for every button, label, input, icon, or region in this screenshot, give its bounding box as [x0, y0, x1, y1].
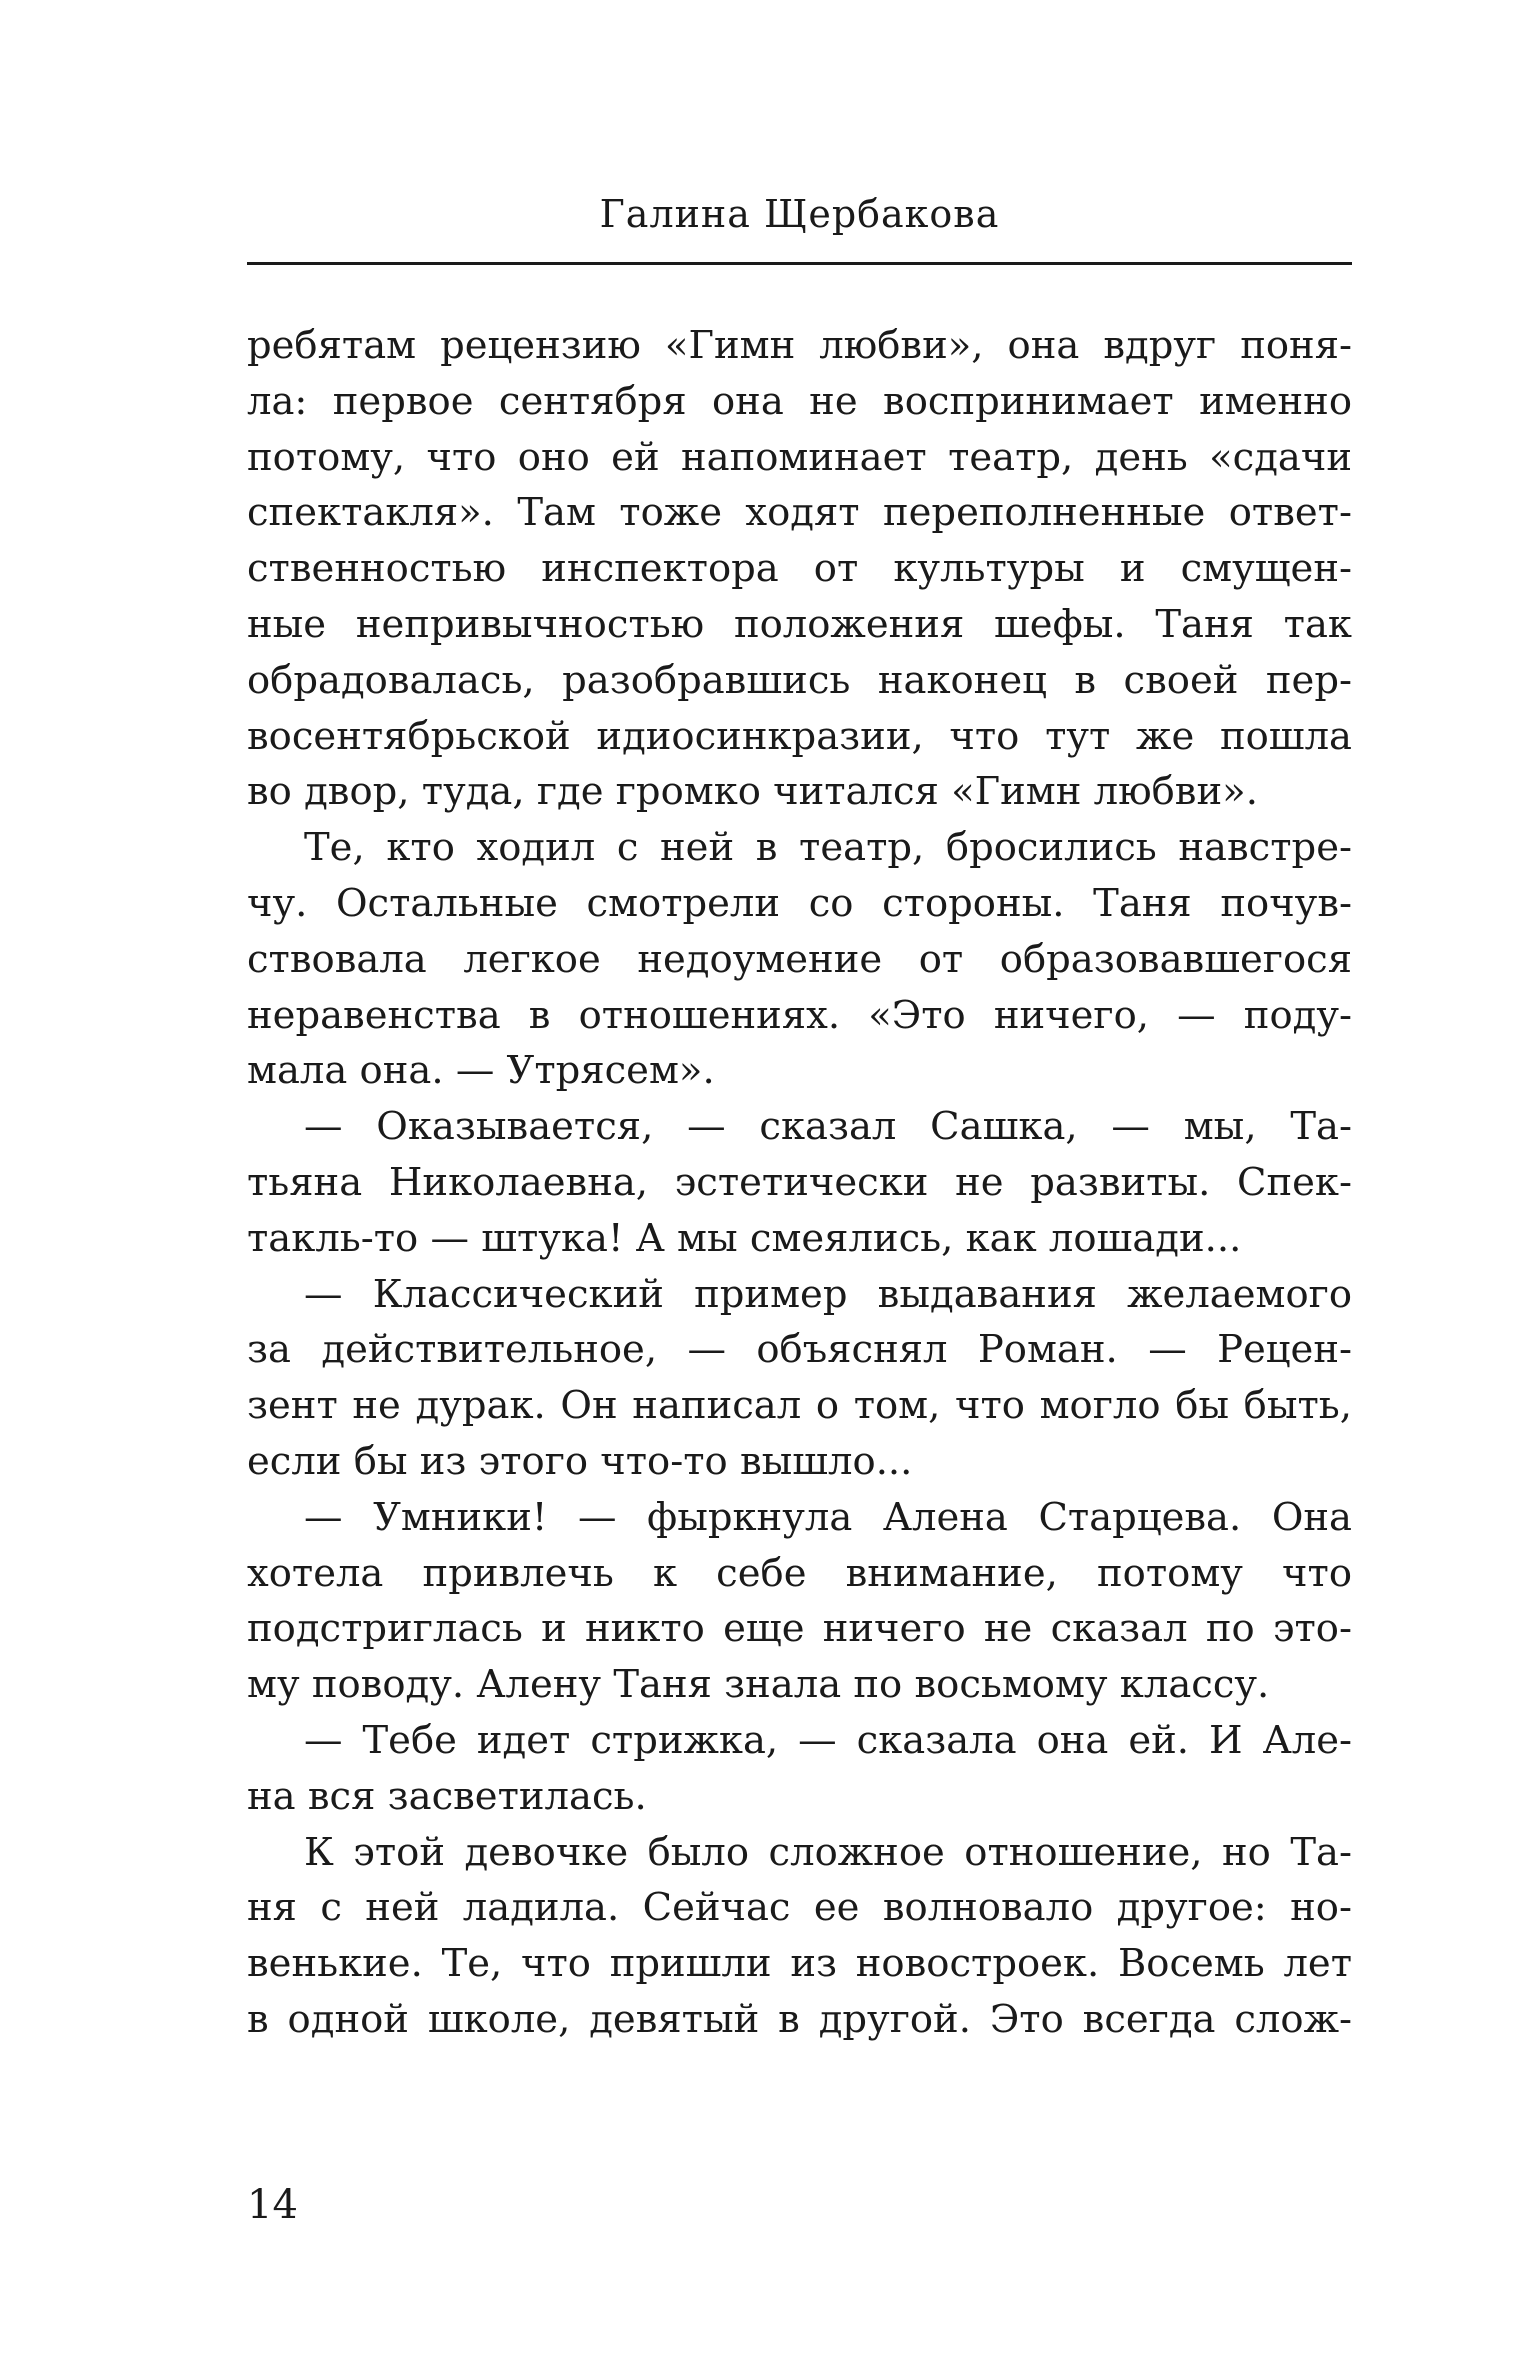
text-line: зент не дурак. Он написал о том, что могло бы быть, [247, 1383, 1352, 1429]
text-line: хотела привлечь к себе внимание, потому что [247, 1550, 1352, 1596]
text-line: тьяна Николаевна, эстетически не развиты. Спек- [247, 1159, 1352, 1205]
text-line: венькие. Те, что пришли из новостроек. Восемь лет [247, 1941, 1352, 1987]
text-line: на вся засветилась. [247, 1773, 647, 1819]
text-line: мала она. — Утрясем». [247, 1048, 715, 1094]
text-line: ребятам рецензию «Гимн любви», она вдруг поня- [247, 323, 1352, 368]
text-line: чу. Остальные смотрели со стороны. Таня почув- [247, 880, 1352, 926]
text-line: Те, кто ходил с ней в театр, бросились навстре- [304, 825, 1352, 871]
text-line: му поводу. Алену Таня знала по восьмому классу. [247, 1662, 1270, 1708]
text-line: — Оказывается, — сказал Сашка, — мы, Та- [304, 1104, 1352, 1150]
text-line: ственностью инспектора от культуры и смущен- [247, 546, 1352, 592]
text-line: неравенства в отношениях. «Это ничего, — поду- [247, 992, 1352, 1038]
text-line: за действительное, — объяснял Роман. — Рецен- [247, 1327, 1352, 1373]
text-line: ные непривычностью положения шефы. Таня так [247, 601, 1352, 647]
text-line: такль-то — штука! А мы смеялись, как лошади... [247, 1215, 1242, 1261]
text-line: если бы из этого что-то вышло... [247, 1438, 913, 1484]
text-line: — Умники! — фыркнула Алена Старцева. Она [304, 1494, 1352, 1540]
text-line: спектакля». Там тоже ходят переполненные ответ- [247, 490, 1352, 536]
running-head: Галина Щербакова [599, 192, 1000, 236]
text-line: во двор, туда, где громко читался «Гимн любви». [247, 769, 1258, 815]
text-line: обрадовалась, разобравшись наконец в своей пер- [247, 657, 1352, 703]
text-line: ла: первое сентября она не воспринимает именно [247, 378, 1352, 424]
text-line: потому, что оно ей напоминает театр, день «сдачи [247, 434, 1352, 480]
text-line: подстриглась и никто еще ничего не сказал по это- [247, 1606, 1352, 1652]
header-rule [247, 262, 1352, 265]
page-number: 14 [247, 2182, 298, 2228]
text-line: в одной школе, девятый в другой. Это всегда слож- [247, 1996, 1352, 2042]
text-line: — Тебе идет стрижка, — сказала она ей. И Але- [304, 1717, 1352, 1763]
text-line: ствовала легкое недоумение от образовавшегося [247, 936, 1352, 982]
body-text [247, 318, 1352, 2048]
text-line: — Классический пример выдавания желаемого [304, 1271, 1352, 1317]
text-line: восентябрьской идиосинкразии, что тут же пошла [247, 713, 1352, 759]
text-line: К этой девочке было сложное отношение, но Та- [304, 1829, 1352, 1875]
text-line: ня с ней ладила. Сейчас ее волновало другое: но- [247, 1885, 1352, 1931]
